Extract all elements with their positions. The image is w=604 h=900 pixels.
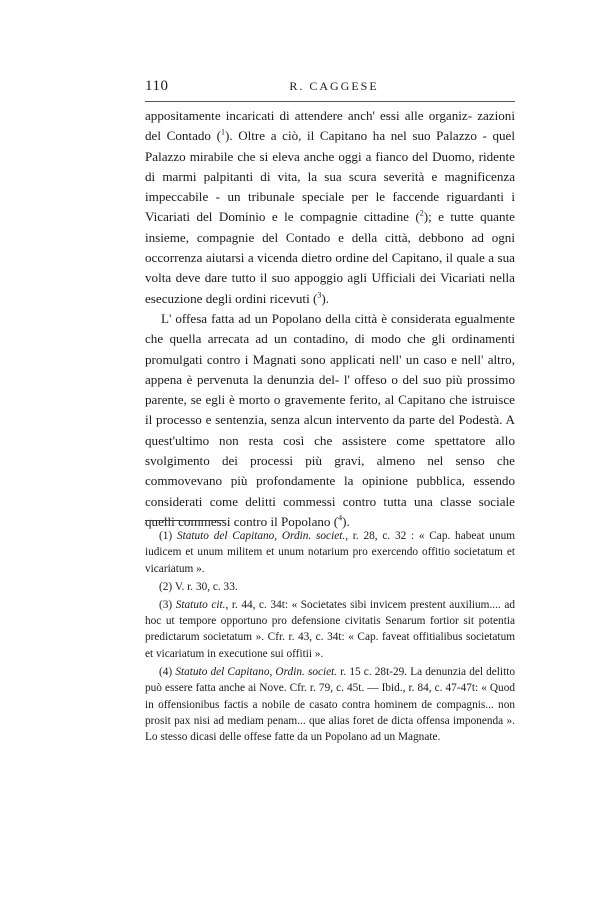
footnote-2 [145, 579, 515, 595]
paragraph-2-text-c: ). [342, 513, 350, 529]
footnote-3-text: , r. 44, c. 34t: « Societates sibi invicem prestent auxilium.... ad hoc ut tempore opportuno pro defensione civitatis Senarum fortior sit potentia predictarum societatum ». Cfr. r. 43, c. 34t: « Cap. faveat offitialibus societatum et vicariatum in executione sui offitii ». [145, 598, 515, 660]
footnote-3 [145, 597, 515, 663]
paragraph-1 [145, 106, 515, 309]
footnote-1 [145, 528, 515, 577]
footnote-2-mark: (2) [159, 580, 173, 593]
footnote-3-mark: (3) [159, 598, 173, 611]
paragraph-1-text-a: appositamente incaricati di attendere anch' essi alle organiz- [145, 108, 473, 123]
paragraph-1-text-d: ); e tutte quante insieme, compagnie del Contado e della città, debbono ad ogni occorrenza aiutarsi a vicenda dietro ordine del Capitano, il quale a sua volta deve dare tutto il suo appoggio agli Ufficiali dei Vicariati nella esecuzione degli ordini ricevuti ( [145, 209, 515, 306]
page-number: 110 [145, 78, 169, 94]
running-head: R. CAGGESE [289, 79, 379, 93]
footnote-ref-4: 4 [338, 513, 343, 523]
paragraph-2 [145, 309, 515, 532]
footnote-rule [145, 520, 225, 521]
footnote-2-text: V. r. 30, c. 33. [174, 580, 238, 593]
footnote-ref-3: 3 [317, 290, 322, 300]
footnote-3-source: Statuto cit. [175, 598, 226, 611]
footnote-4-source: Statuto del Capitano, Ordin. societ. [175, 665, 338, 678]
main-text [145, 106, 515, 532]
footnote-4-text: r. 15 c. 28t-29. La denunzia del delitto può essere fatta anche ai Nove. Cfr. r. 79, c. 45t. — Ibid., r. 84, c. 47-47t: « Quod in offensionibus factis a nobile de casato contra hominem de compagnis... non prosit pax nisi ad mediam penam... que alias foret de dicta offensa imponenda ». Lo stesso dicasi delle offese fatte da un Popolano ad un Magnate. [145, 665, 515, 744]
paragraph-2-text-a: L' offesa fatta ad un Popolano della città è considerata egualmente che quella arrecata ad un contadino, di modo che gli ordinamenti promulgati contro i Magnati sono applicati nell' un caso e nell' altro, appena è pervenuta la denunzia del- [145, 310, 515, 387]
footnote-4 [145, 664, 515, 746]
paragraph-1-text-b: zazioni del Contado ( [145, 108, 515, 144]
paragraph-2-text-b: l' offeso o del suo più prossimo parente, se egli è morto o gravemente ferito, al Capitano che istruisce il processo e sentenzia, senza alcun intervento da parte del Podestà. A quest'ultimo non resta così che assistere come spettatore allo svolgimento dei processi più gravi, almeno nel senso che commovevano più profondamente la opinione pubblica, essendo considerati come delitti commessi contro tutta una classe sociale quelli commessi contro il Popolano ( [145, 371, 515, 529]
footnote-1-source: Statuto del Capitano, Ordin. societ. [176, 530, 346, 542]
footnote-ref-2: 2 [419, 209, 424, 219]
footnote-4-mark: (4) [159, 665, 173, 678]
header-rule [145, 101, 515, 102]
footnotes [145, 528, 515, 747]
footnote-1-mark: (1) [159, 530, 173, 542]
paragraph-1-text-e: ). [321, 290, 329, 306]
footnote-ref-1: 1 [220, 127, 225, 137]
footnote-1-text: , r. 28, c. 32 : « Cap. habeat unum iudicem et unum militem et unum notarium pro exercendo offitio societatum et vicariatum ». [145, 530, 516, 575]
page-header [145, 78, 515, 96]
paragraph-1-text-c: ). Oltre a ciò, il Capitano ha nel suo Palazzo - quel Palazzo mirabile che si eleva anche oggi a fianco del Duomo, ridente di marmi palpitanti di vita, la sua scura severità e magnificenza impeccabile - un tribunale speciale per le faccende riguardanti i Vicariati del Dominio e le compagnie cittadine ( [145, 128, 515, 225]
